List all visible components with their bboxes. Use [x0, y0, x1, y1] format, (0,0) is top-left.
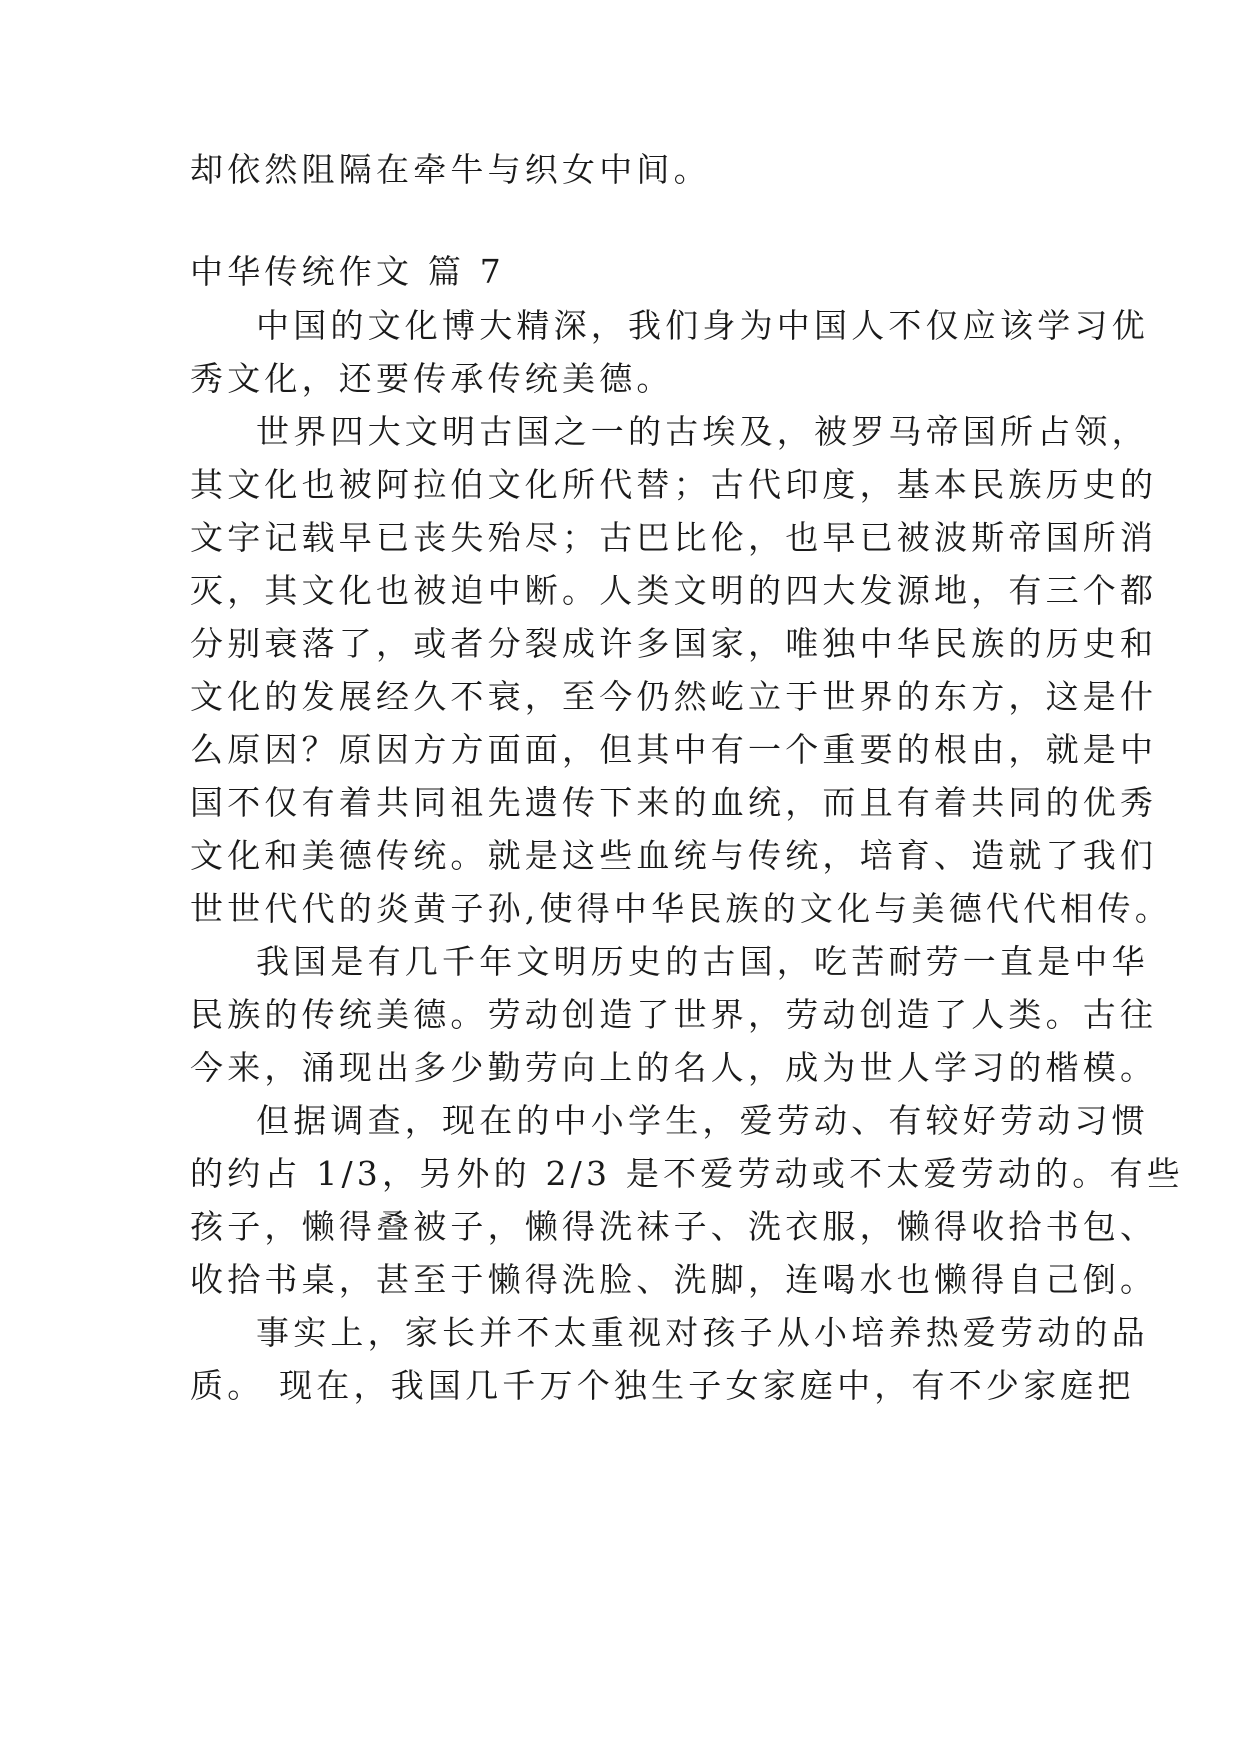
text-line: 文字记载早已丧失殆尽；古巴比伦，也早已被波斯帝国所消 — [190, 518, 1158, 557]
paragraph-first-line: 中国的文化博大精深，我们身为中国人不仅应该学习优 — [256, 306, 1149, 345]
text-line: 今来，涌现出多少勤劳向上的名人，成为世人学习的楷模。 — [190, 1048, 1158, 1087]
text-line: 收拾书桌，甚至于懒得洗脸、洗脚，连喝水也懒得自己倒。 — [190, 1260, 1158, 1299]
text-line: 分别衰落了，或者分裂成许多国家，唯独中华民族的历史和 — [190, 624, 1158, 663]
paragraph-first-line: 世界四大文明古国之一的古埃及，被罗马帝国所占领， — [256, 412, 1149, 451]
paragraph-first-line: 事实上，家长并不太重视对孩子从小培养热爱劳动的品 — [256, 1313, 1149, 1352]
text-line: 却依然阻隔在牵牛与织女中间。 — [190, 150, 711, 189]
text-line: 孩子，懒得叠被子，懒得洗袜子、洗衣服，懒得收拾书包、 — [190, 1207, 1158, 1246]
text-line: 文化的发展经久不衰，至今仍然屹立于世界的东方，这是什 — [190, 677, 1158, 716]
text-line: 其文化也被阿拉伯文化所代替；古代印度，基本民族历史的 — [190, 465, 1158, 504]
text-line: 民族的传统美德。劳动创造了世界，劳动创造了人类。古往 — [190, 995, 1158, 1034]
text-line: 灭，其文化也被迫中断。人类文明的四大发源地，有三个都 — [190, 571, 1158, 610]
text-line: 秀文化，还要传承传统美德。 — [190, 359, 674, 398]
text-line: 么原因？原因方方面面，但其中有一个重要的根由，就是中 — [190, 730, 1158, 769]
text-line: 世世代代的炎黄子孙,使得中华民族的文化与美德代代相传。 — [190, 889, 1172, 928]
text-line: 文化和美德传统。就是这些血统与传统，培育、造就了我们 — [190, 836, 1158, 875]
paragraph-first-line: 我国是有几千年文明历史的古国，吃苦耐劳一直是中华 — [256, 942, 1149, 981]
text-line: 的约占 1/3，另外的 2/3 是不爱劳动或不太爱劳动的。有些 — [190, 1154, 1184, 1193]
section-heading: 中华传统作文 篇 7 — [190, 252, 505, 291]
text-line: 国不仅有着共同祖先遗传下来的血统，而且有着共同的优秀 — [190, 783, 1158, 822]
paragraph-first-line: 但据调查，现在的中小学生，爱劳动、有较好劳动习惯 — [256, 1101, 1149, 1140]
text-line: 质。 现在，我国几千万个独生子女家庭中，有不少家庭把 — [190, 1366, 1135, 1405]
